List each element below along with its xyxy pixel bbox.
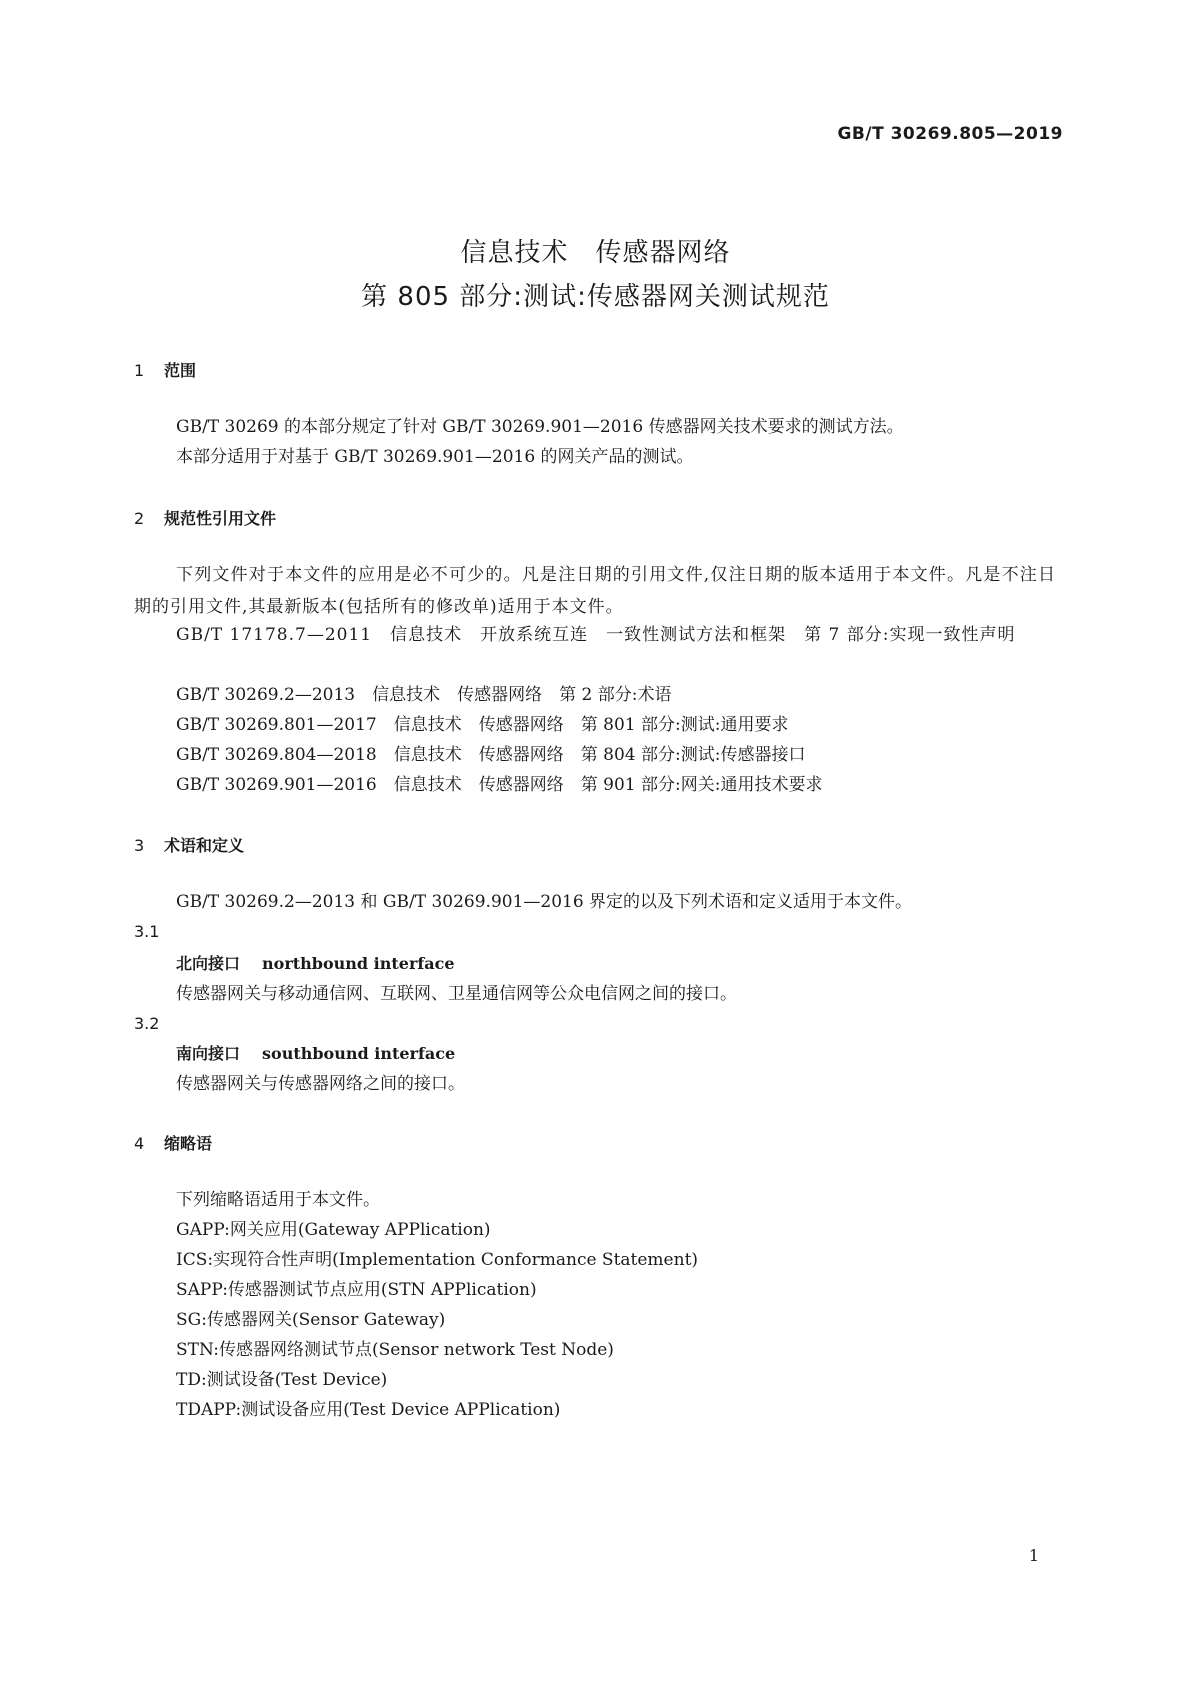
term-definition: 传感器网关与传感器网络之间的接口。 <box>176 1074 465 1094</box>
document-title-line2: 第 805 部分:测试:传感器网关测试规范 <box>361 282 830 312</box>
standard-code: GB/T 30269.805—2019 <box>837 124 1063 144</box>
abbreviation-item: SG:传感器网关(Sensor Gateway) <box>176 1310 446 1330</box>
abbreviation-item: TD:测试设备(Test Device) <box>176 1370 388 1390</box>
term-english: northbound interface <box>262 954 455 973</box>
term-title <box>176 1038 455 1070</box>
section-title: 规范性引用文件 <box>164 509 277 528</box>
section-3-heading <box>134 833 244 856</box>
section-number: 3 <box>134 836 145 855</box>
section-2-heading <box>134 506 276 529</box>
reference-item: GB/T 30269.801—2017 信息技术 传感器网络 第 801 部分:测试:通用要求 <box>176 715 789 735</box>
section-number: 4 <box>134 1134 145 1153</box>
terms-intro: GB/T 30269.2—2013 和 GB/T 30269.901—2016 界定的以及下列术语和定义适用于本文件。 <box>176 892 913 912</box>
section-title: 范围 <box>164 361 197 380</box>
term-title <box>176 948 455 980</box>
reference-item: GB/T 30269.804—2018 信息技术 传感器网络 第 804 部分:测试:传感器接口 <box>176 745 806 765</box>
term-number: 3.2 <box>134 1014 160 1033</box>
scope-paragraph-2: 本部分适用于对基于 GB/T 30269.901—2016 的网关产品的测试。 <box>176 447 694 467</box>
references-intro: 下列文件对于本文件的应用是必不可少的。凡是注日期的引用文件,仅注日期的版本适用于本文件。凡是不注日期的引用文件,其最新版本(包括所有的修改单)适用于本文件。 <box>134 565 1056 617</box>
abbreviation-item: SAPP:传感器测试节点应用(STN APPlication) <box>176 1280 537 1300</box>
abbreviation-item: TDAPP:测试设备应用(Test Device APPlication) <box>176 1400 561 1420</box>
abbreviations-intro: 下列缩略语适用于本文件。 <box>176 1190 380 1210</box>
section-title: 缩略语 <box>164 1134 213 1153</box>
reference-item: GB/T 30269.2—2013 信息技术 传感器网络 第 2 部分:术语 <box>176 685 672 705</box>
section-1-heading <box>134 358 196 381</box>
term-chinese: 南向接口 <box>176 1044 241 1063</box>
term-definition: 传感器网关与移动通信网、互联网、卫星通信网等公众电信网之间的接口。 <box>176 984 737 1004</box>
page-number: 1 <box>1028 1546 1039 1565</box>
term-english: southbound interface <box>262 1044 456 1063</box>
term-number: 3.1 <box>134 922 160 941</box>
reference-item: GB/T 17178.7—2011 信息技术 开放系统互连 一致性测试方法和框架 第 7 部分:实现一致性声明 <box>176 625 1016 645</box>
section-number: 2 <box>134 509 145 528</box>
section-4-heading <box>134 1131 212 1154</box>
scope-paragraph-1: GB/T 30269 的本部分规定了针对 GB/T 30269.901—2016 传感器网关技术要求的测试方法。 <box>176 417 904 437</box>
section-title: 术语和定义 <box>164 836 245 855</box>
term-chinese: 北向接口 <box>176 954 241 973</box>
section-number: 1 <box>134 361 145 380</box>
abbreviation-item: ICS:实现符合性声明(Implementation Conformance Statement) <box>176 1250 699 1270</box>
reference-item: GB/T 30269.901—2016 信息技术 传感器网络 第 901 部分:网关:通用技术要求 <box>176 775 823 795</box>
document-title-line1: 信息技术 传感器网络 <box>460 238 731 268</box>
abbreviation-item: STN:传感器网络测试节点(Sensor network Test Node) <box>176 1340 614 1360</box>
abbreviation-item: GAPP:网关应用(Gateway APPlication) <box>176 1220 491 1240</box>
